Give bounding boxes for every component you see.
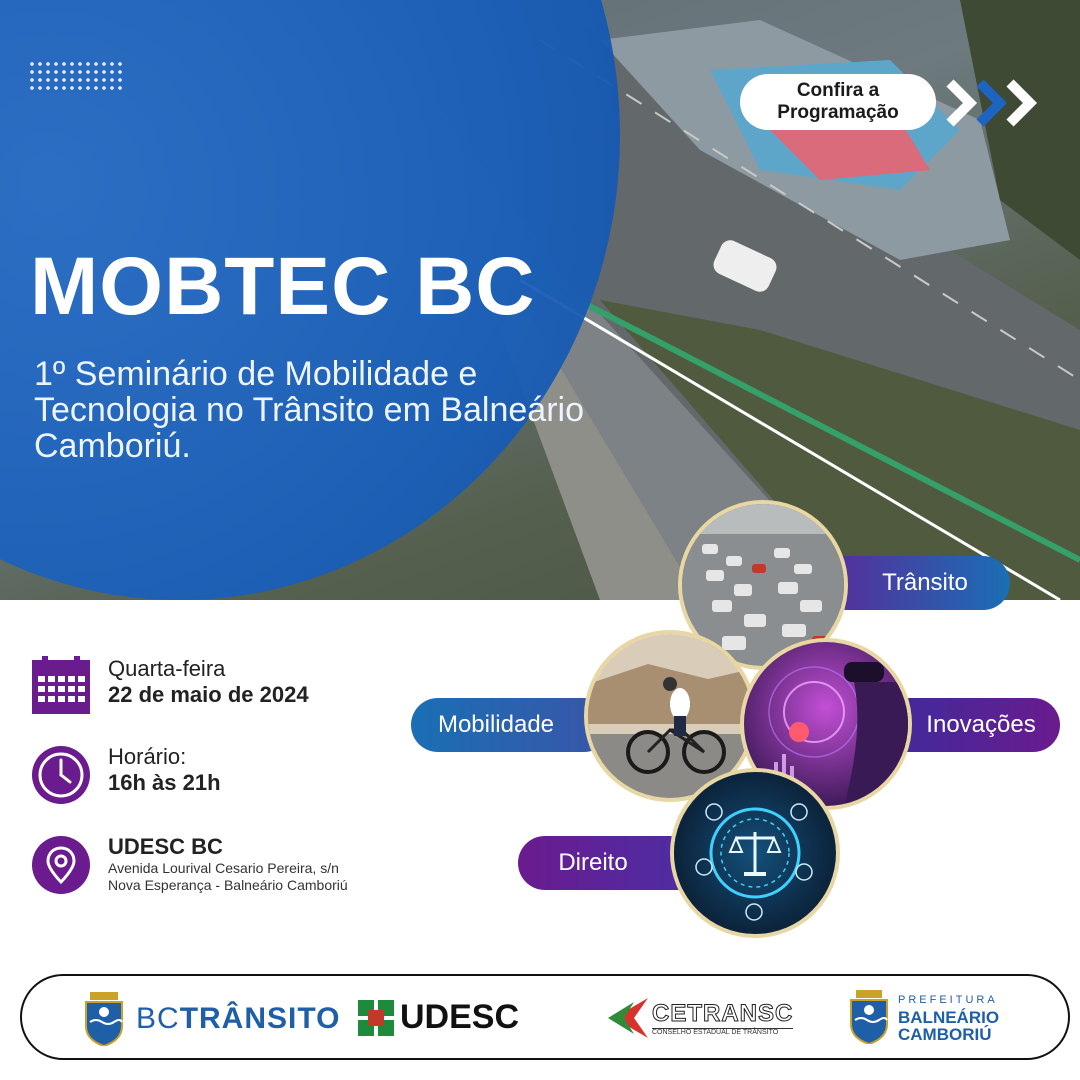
event-subtitle: 1º Seminário de Mobilidade e Tecnologia no Trânsito em Balneário Camboriú. bbox=[34, 355, 584, 465]
location-address-1: Avenida Lourival Cesario Pereira, s/n bbox=[108, 860, 339, 876]
justice-scales-photo bbox=[670, 768, 840, 938]
topic-pill-mobilidade bbox=[411, 698, 611, 752]
location-address-2: Nova Esperança - Balneário Camboriú bbox=[108, 877, 348, 893]
cetransc-mark-icon bbox=[604, 994, 648, 1042]
udesc-text: UDESC bbox=[400, 998, 520, 1036]
bc-crest-icon bbox=[82, 992, 126, 1046]
prefeitura-line2: BALNEÁRIO bbox=[898, 1007, 1000, 1027]
cetransc-text: CETRANSC bbox=[652, 1000, 794, 1027]
topic-label-direito: Direito bbox=[558, 849, 628, 876]
date-info bbox=[30, 656, 309, 718]
location-info bbox=[30, 834, 348, 896]
prefeitura-crest-icon bbox=[848, 990, 890, 1044]
time-value: 16h às 21h bbox=[108, 770, 221, 795]
prefeitura-logo bbox=[848, 990, 999, 1044]
clock-icon bbox=[30, 744, 92, 806]
location-pin-icon bbox=[30, 834, 92, 896]
sponsors-footer bbox=[20, 974, 1070, 1060]
dot-pattern bbox=[28, 60, 126, 94]
cetransc-logo bbox=[604, 994, 793, 1042]
time-label: Horário: bbox=[108, 744, 187, 769]
topic-label-mobilidade: Mobilidade bbox=[437, 711, 555, 738]
program-button[interactable] bbox=[740, 74, 936, 130]
calendar-icon bbox=[30, 656, 92, 718]
program-button-line2: Programação bbox=[777, 102, 899, 123]
topic-label-inovacoes: Inovações bbox=[926, 711, 1036, 738]
bctransito-part2: TRÂNSITO bbox=[179, 1002, 341, 1035]
cetransc-tagline: CONSELHO ESTADUAL DE TRÂNSITO bbox=[652, 1028, 793, 1036]
event-title: MOBTEC BC bbox=[30, 241, 536, 332]
bctransito-part1: BC bbox=[136, 1002, 180, 1035]
prefeitura-line3: CAMBORIÚ bbox=[898, 1024, 992, 1044]
udesc-mark-icon bbox=[358, 1000, 394, 1036]
bctransito-logo bbox=[82, 992, 340, 1046]
chevron-right-triple-icon[interactable] bbox=[944, 78, 1044, 128]
topic-pill-transito bbox=[820, 556, 1010, 610]
prefeitura-line1: PREFEITURA bbox=[898, 993, 998, 1006]
date-value: 22 de maio de 2024 bbox=[108, 682, 309, 707]
topic-label-transito: Trânsito bbox=[882, 569, 968, 596]
program-button-line1: Confira a bbox=[796, 80, 880, 101]
time-info bbox=[30, 744, 221, 806]
date-label: Quarta-feira bbox=[108, 656, 226, 681]
udesc-logo bbox=[358, 998, 519, 1037]
location-name: UDESC BC bbox=[108, 834, 223, 859]
